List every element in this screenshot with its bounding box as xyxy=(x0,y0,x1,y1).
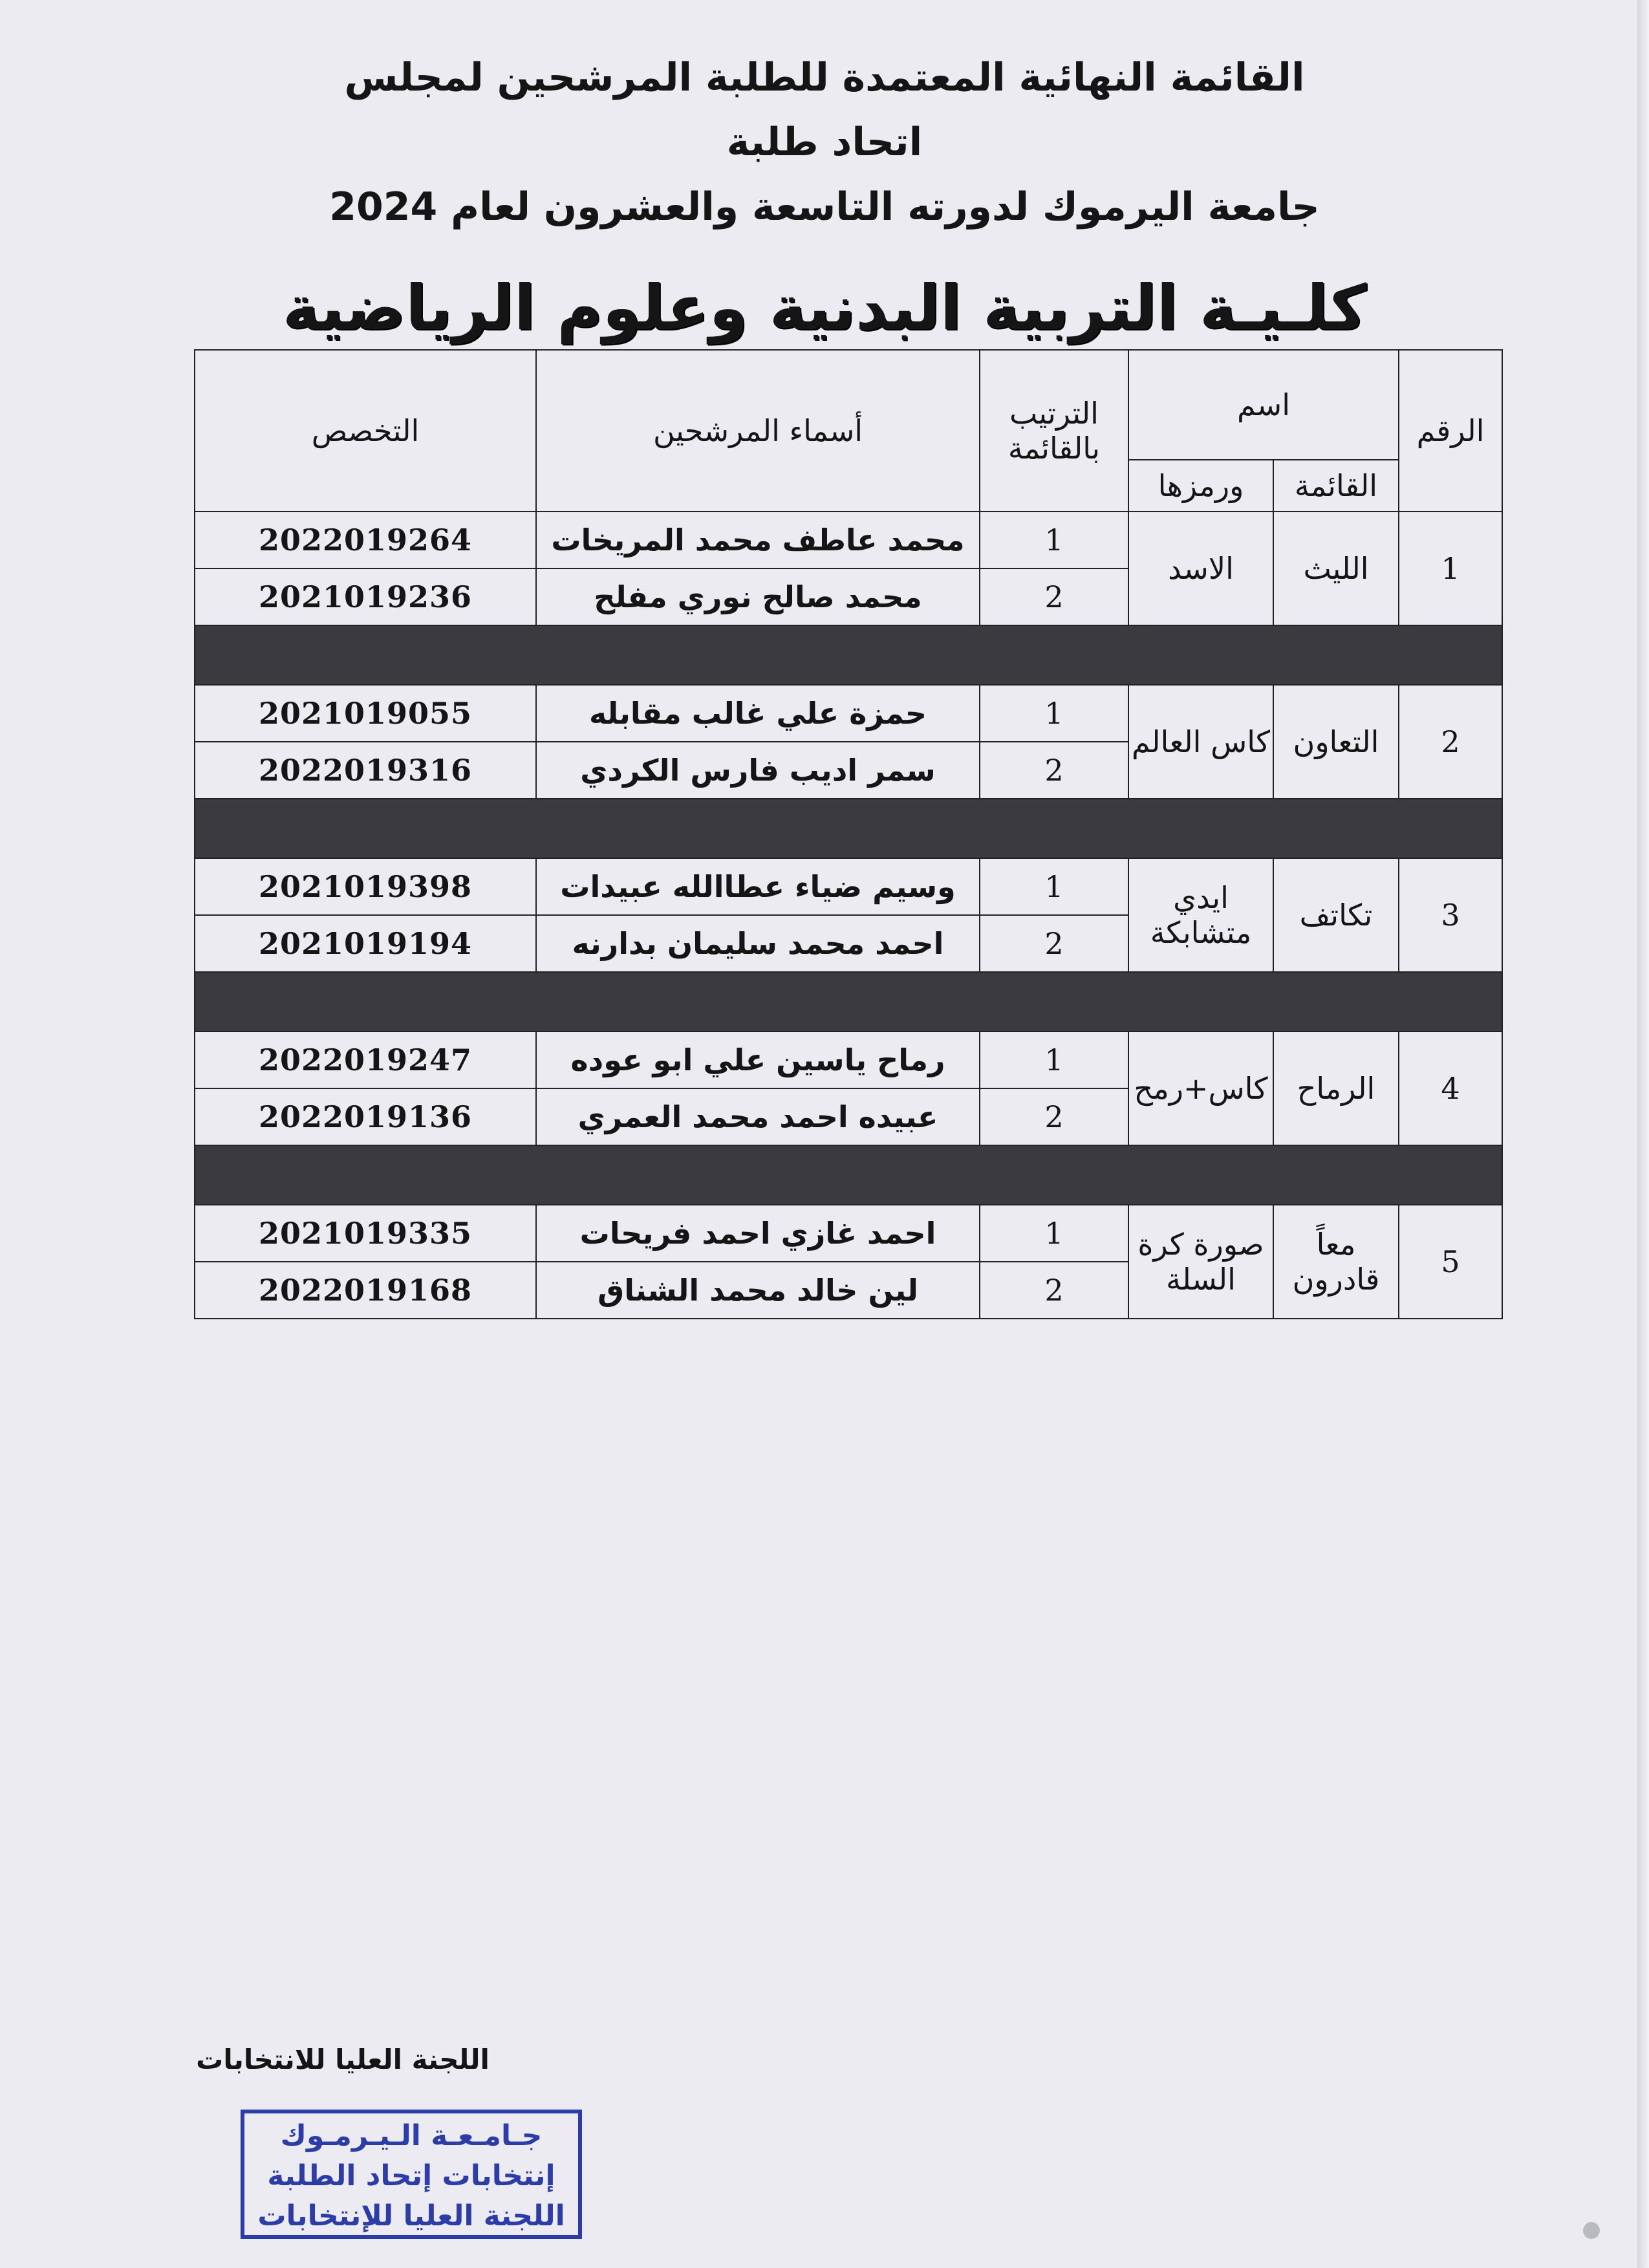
header-names: أسماء المرشحين xyxy=(536,350,980,512)
stamp-line-1: جـامـعـة الـيـرمـوك xyxy=(280,2119,543,2152)
candidate-specialization: 2022019168 xyxy=(195,1262,536,1319)
list-number: 2 xyxy=(1399,685,1502,799)
list-number: 1 xyxy=(1399,512,1502,625)
candidate-name: حمزة علي غالب مقابله xyxy=(536,685,980,742)
list-name: التعاون xyxy=(1273,685,1399,799)
table-row xyxy=(195,512,1502,568)
table-row xyxy=(195,858,1502,915)
candidate-name: عبيده احمد محمد العمري xyxy=(536,1088,980,1145)
separator-row xyxy=(195,972,1502,1031)
table-row xyxy=(195,685,1502,742)
candidate-specialization: 2022019264 xyxy=(195,512,536,568)
candidate-rank: 1 xyxy=(980,685,1128,742)
candidates-table xyxy=(194,349,1503,1319)
list-name: الليث xyxy=(1273,512,1399,625)
list-symbol: صورة كرة السلة xyxy=(1128,1205,1273,1319)
table-row xyxy=(195,1205,1502,1262)
list-number: 4 xyxy=(1399,1031,1502,1145)
candidate-rank: 2 xyxy=(980,1262,1128,1319)
candidate-name: رماح ياسين علي ابو عوده xyxy=(536,1031,980,1088)
candidate-name: احمد غازي احمد فريحات xyxy=(536,1205,980,1262)
faculty-title: كلـيـة التربية البدنية وعلوم الرياضية xyxy=(282,272,1366,344)
committee-signature-label: اللجنة العليا للانتخابات xyxy=(196,2044,490,2075)
list-number: 3 xyxy=(1399,858,1502,972)
list-name: الرماح xyxy=(1273,1031,1399,1145)
candidate-rank: 2 xyxy=(980,915,1128,972)
candidate-rank: 2 xyxy=(980,1088,1128,1145)
table-row xyxy=(195,1031,1502,1088)
list-symbol: كاس العالم xyxy=(1128,685,1273,799)
candidate-rank: 2 xyxy=(980,568,1128,625)
candidate-specialization: 2022019247 xyxy=(195,1031,536,1088)
candidate-name: سمر اديب فارس الكردي xyxy=(536,742,980,799)
header-list: القائمة xyxy=(1273,460,1399,512)
header-line-2: جامعة اليرموك لدورته التاسعة والعشرون لعام 2024 xyxy=(329,184,1320,230)
candidate-name: وسيم ضياء عطاالله عبيدات xyxy=(536,858,980,915)
separator-row xyxy=(195,1145,1502,1205)
election-committee-stamp xyxy=(241,2110,582,2239)
header-list-name-group: اسم xyxy=(1128,350,1399,460)
scan-mark xyxy=(1583,2222,1600,2239)
list-symbol: كاس+رمح xyxy=(1128,1031,1273,1145)
list-symbol: ايدي متشابكة xyxy=(1128,858,1273,972)
candidate-specialization: 2022019136 xyxy=(195,1088,536,1145)
header-symbol: ورمزها xyxy=(1128,460,1273,512)
candidate-rank: 1 xyxy=(980,1205,1128,1262)
candidate-specialization: 2021019398 xyxy=(195,858,536,915)
candidate-specialization: 2021019194 xyxy=(195,915,536,972)
candidate-name: محمد صالح نوري مفلح xyxy=(536,568,980,625)
candidate-name: محمد عاطف محمد المريخات xyxy=(536,512,980,568)
candidate-name: لين خالد محمد الشناق xyxy=(536,1262,980,1319)
stamp-line-3: اللجنة العليا للإنتخابات xyxy=(257,2199,565,2232)
header-line-1: القائمة النهائية المعتمدة للطلبة المرشحين لمجلس اتحاد طلبة xyxy=(344,55,1305,165)
header-specialization: التخصص xyxy=(195,350,536,512)
candidate-specialization: 2021019055 xyxy=(195,685,536,742)
header-number: الرقم xyxy=(1399,350,1502,512)
candidate-rank: 1 xyxy=(980,512,1128,568)
header-rank: الترتيب بالقائمة xyxy=(980,350,1128,512)
candidate-specialization: 2021019335 xyxy=(195,1205,536,1262)
candidate-specialization: 2021019236 xyxy=(195,568,536,625)
candidate-rank: 1 xyxy=(980,1031,1128,1088)
list-symbol: الاسد xyxy=(1128,512,1273,625)
separator-row xyxy=(195,625,1502,685)
list-name: تكاتف xyxy=(1273,858,1399,972)
candidate-rank: 2 xyxy=(980,742,1128,799)
document-header xyxy=(0,45,1649,344)
list-name: معاً قادرون xyxy=(1273,1205,1399,1319)
candidate-rank: 1 xyxy=(980,858,1128,915)
candidate-name: احمد محمد سليمان بدارنه xyxy=(536,915,980,972)
separator-row xyxy=(195,799,1502,858)
stamp-line-2: إنتخابات إتحاد الطلبة xyxy=(267,2159,555,2192)
candidate-specialization: 2022019316 xyxy=(195,742,536,799)
list-number: 5 xyxy=(1399,1205,1502,1319)
